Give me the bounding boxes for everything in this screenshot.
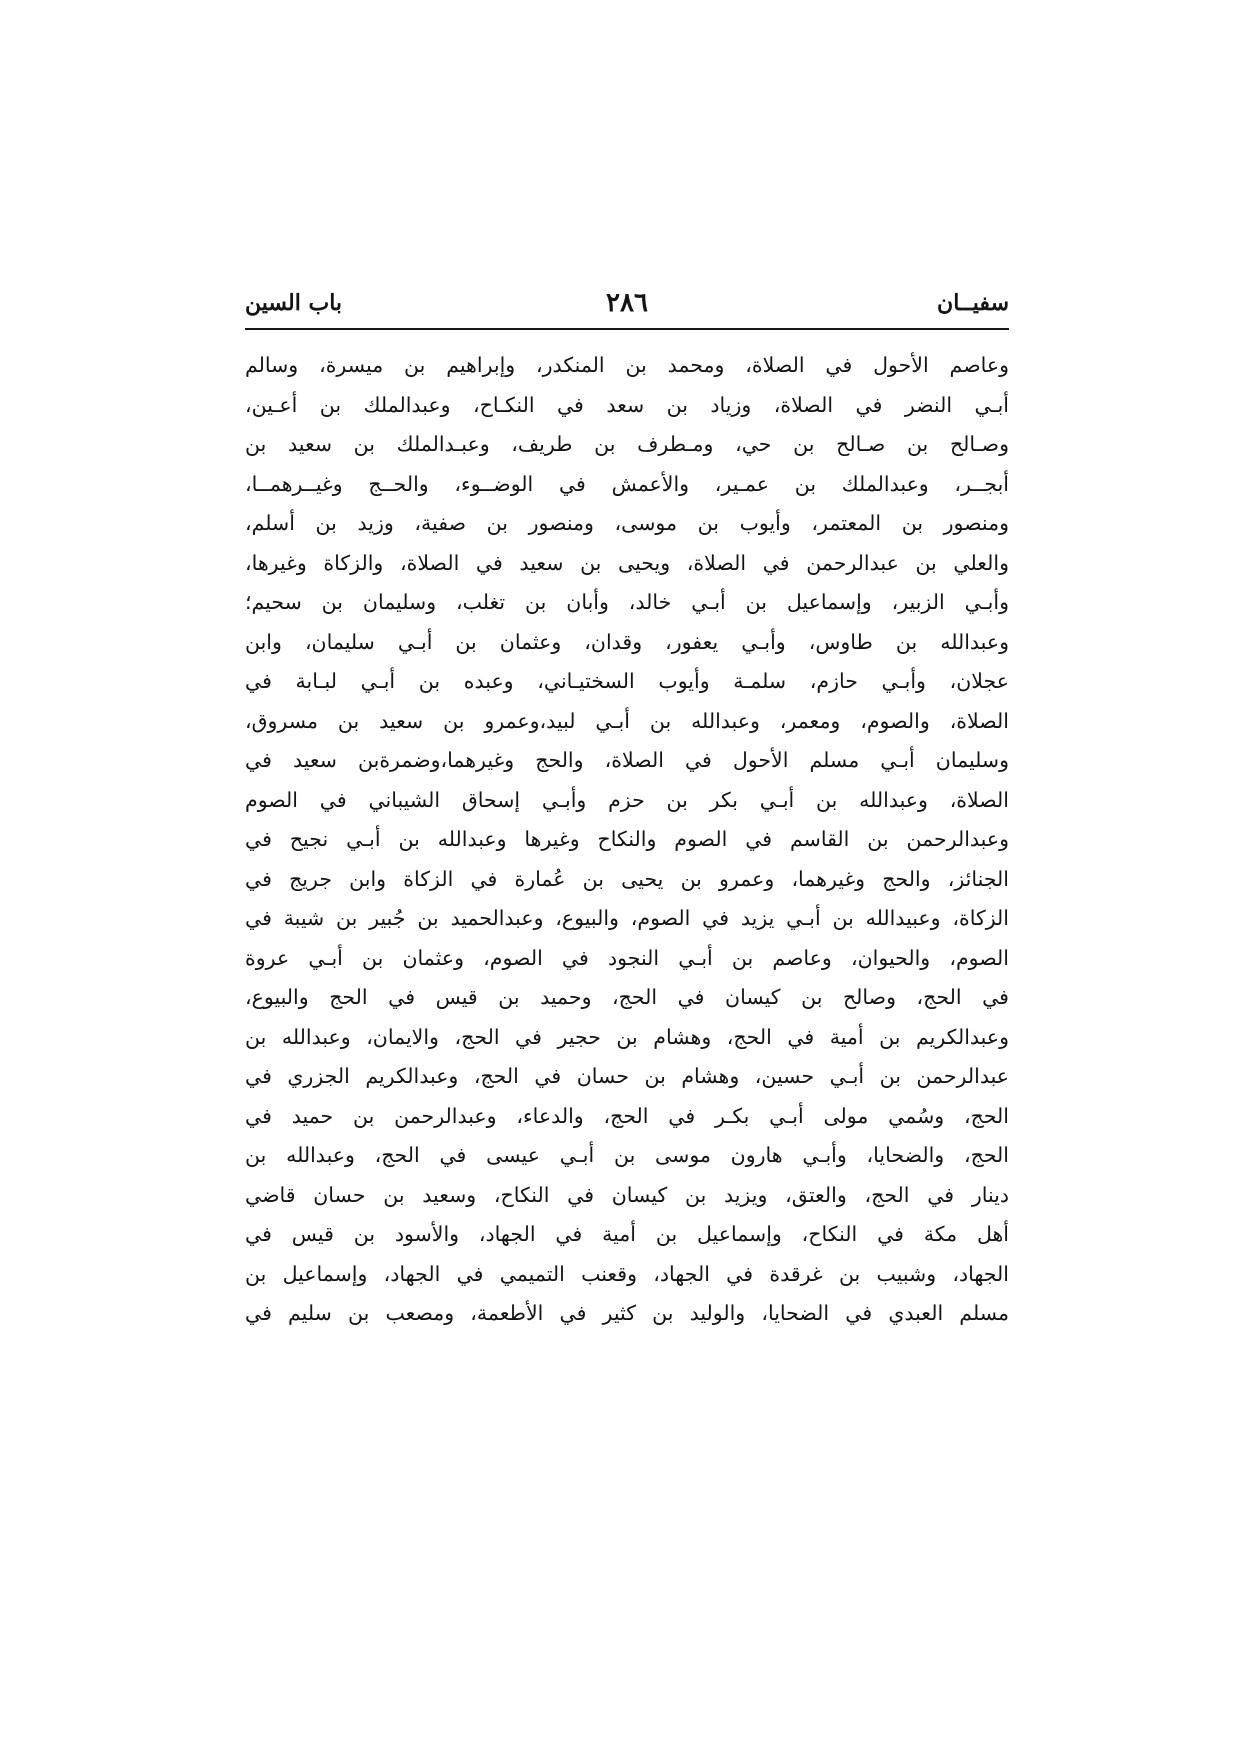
page-number: ٢٨٦ [606, 288, 648, 318]
header-entry-title: سفيــان [937, 290, 1009, 316]
text-line: وعبدالكريم بن أمية في الحج، وهشام بن حجير في الحج، والايمان، وعبدالله بن [245, 1024, 1009, 1049]
text-line: وعبدالله بن طاوس، وأبـي يعفور، وقدان، وعثمان بن أبـي سليمان، وابن [245, 629, 1009, 654]
text-line: الحج، وسُمي مولى أبـي بكـر في الحج، والدعاء، وعبدالرحمن بن حميد في [245, 1103, 1009, 1128]
text-line: الزكاة، وعبيدالله بن أبـي يزيد في الصوم، والبيوع، وعبدالحميد بن جُبير بن شيبة في [245, 906, 1009, 930]
text-line: الحج، والضحايا، وأبـي هارون موسى بن أبـي عيسى في الحج، وعبدالله بن [245, 1143, 1009, 1167]
text-line: أبـي النضر في الصلاة، وزياد بن سعد في النكـاح، وعبدالملك بن أعـين، [245, 392, 1009, 417]
running-header [245, 282, 1009, 326]
text-line: وعاصم الأحول في الصلاة، ومحمد بن المنكدر، وإبراهيم بن ميسرة، وسالم [245, 353, 1009, 377]
text-line: الصلاة، والصوم، ومعمر، وعبدالله بن أبـي لبيد،وعمرو بن سعيد بن مسروق، [245, 708, 1009, 733]
header-divider [245, 328, 1009, 330]
text-line: ومنصور بن المعتمر، وأيوب بن موسى، ومنصور بن صفية، وزيد بن أسلم، [245, 511, 1009, 535]
text-line: مسلم العبدي في الضحايا، والوليد بن كثير في الأطعمة، ومصعب بن سليم في [245, 1301, 1009, 1325]
text-line: أهل مكة في النكاح، وإسماعيل بن أمية في الجهاد، والأسود بن قيس في [245, 1222, 1009, 1246]
body-text [245, 346, 1009, 1334]
text-line: في الحج، وصالح بن كيسان في الحج، وحميد بن قيس في الحج والبيوع، [245, 985, 1009, 1009]
text-line: أبجــر، وعبدالملك بن عمـير، والأعمش في الوضــوء، والحــج وغيــرهمــا، [245, 471, 1009, 496]
text-line: عبدالرحمن بن أبـي حسين، وهشام بن حسان في الحج، وعبدالكريم الجزري في [245, 1064, 1009, 1088]
text-line: الصلاة، وعبدالله بن أبـي بكر بن حزم وأبـي إسحاق الشيباني في الصوم [245, 787, 1009, 812]
text-line: الصوم، والحيوان، وعاصم بن أبـي النجود في الصوم، وعثمان بن أبـي عروة [245, 945, 1009, 970]
text-line: الجهاد، وشبيب بن غرقدة في الجهاد، وقعنب التميمي في الجهاد، وإسماعيل بن [245, 1261, 1009, 1286]
text-line: وسليمان أبـي مسلم الأحول في الصلاة، والحج وغيرهما،وضمرةبن سعيد في [245, 748, 1009, 772]
text-line: عجلان، وأبـي حازم، سلمـة وأيوب السختيـاني، وعبده بن أبـي لبـابة في [245, 669, 1009, 693]
text-line: دينار في الحج، والعتق، ويزيد بن كيسان في النكاح، وسعيد بن حسان قاضي [245, 1182, 1009, 1207]
text-line: والعلي بن عبدالرحمن في الصلاة، ويحيى بن سعيد في الصلاة، والزكاة وغيرها، [245, 550, 1009, 575]
text-line: وصـالح بن صـالح بن حي، ومـطرف بن طريف، وعبـدالملك بن سعيد بن [245, 432, 1009, 456]
text-line: الجنائز، والحج وغيرهما، وعمرو بن يحيى بن عُمارة في الزكاة وابن جريج في [245, 866, 1009, 891]
text-line: وأبـي الزبير، وإسماعيل بن أبـي خالد، وأبان بن تغلب، وسليمان بن سحيم؛ [245, 590, 1009, 614]
header-chapter-title: باب السين [245, 290, 343, 316]
text-line: وعبدالرحمن بن القاسم في الصوم والنكاح وغيرها وعبدالله بن أبـي نجيح في [245, 827, 1009, 851]
